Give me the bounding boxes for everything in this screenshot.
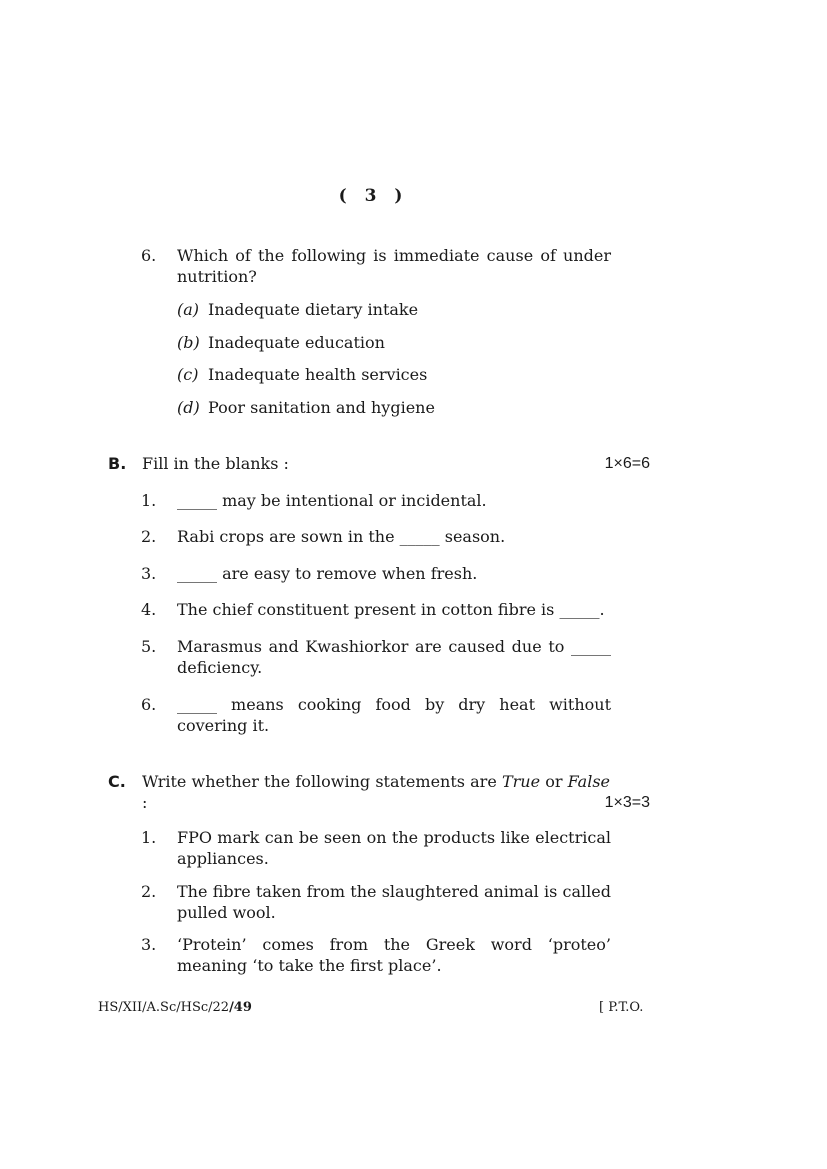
item-number: 4.: [141, 600, 157, 619]
page-number: ( 3 ): [338, 186, 409, 206]
item-number: 1.: [141, 828, 157, 847]
section-heading: [142, 771, 610, 813]
item-number: 3.: [141, 564, 157, 583]
option-text: Inadequate dietary intake: [208, 300, 419, 319]
true-false-item: [141, 827, 611, 869]
item-text: _____ means cooking food by dry heat without covering it.: [177, 695, 611, 735]
option-text: Inadequate health services: [208, 365, 428, 384]
option-d: [177, 397, 617, 418]
fill-blank-item: [141, 563, 611, 584]
item-number: 2.: [141, 882, 157, 901]
true-false-item: [141, 881, 611, 923]
true-false-item: [141, 934, 611, 976]
item-text: FPO mark can be seen on the products like electrical appliances.: [177, 828, 611, 868]
item-number: 5.: [141, 637, 157, 656]
item-text: Marasmus and Kwashiorkor are caused due to _____ deficiency.: [177, 637, 611, 677]
footer-pto: [ P.T.O.: [599, 1000, 644, 1015]
footer-code: [98, 1000, 252, 1015]
item-number: 1.: [141, 491, 157, 510]
item-text: _____ may be intentional or incidental.: [177, 491, 487, 510]
heading-false: False: [567, 772, 610, 791]
item-text: _____ are easy to remove when fresh.: [177, 564, 478, 583]
section-letter: B.: [108, 454, 127, 473]
item-text: The fibre taken from the slaughtered animal is called pulled wool.: [177, 882, 611, 922]
item-number: 6.: [141, 695, 157, 714]
fill-blank-item: [141, 636, 611, 678]
fill-blank-item: [141, 490, 611, 511]
option-text: Inadequate education: [208, 333, 385, 352]
fill-blank-item: [141, 599, 611, 620]
item-text: The chief constituent present in cotton fibre is _____.: [177, 600, 605, 619]
option-label: (d): [177, 398, 200, 417]
question-text: Which of the following is immediate cause of under nutrition?: [177, 246, 611, 286]
item-text: Rabi crops are sown in the _____ season.: [177, 527, 506, 546]
section-heading: Fill in the blanks :: [142, 454, 289, 473]
option-b: [177, 332, 617, 353]
question-number: 6.: [141, 246, 157, 265]
section-marks: 1×3=3: [604, 794, 650, 811]
heading-colon: :: [142, 793, 148, 812]
heading-true: True: [501, 772, 541, 791]
option-c: [177, 364, 617, 385]
section-c-header: [108, 771, 650, 813]
footer-code-text: HS/XII/A.Sc/HSc/22: [98, 1000, 230, 1015]
option-a: [177, 299, 617, 320]
option-label: (c): [177, 365, 199, 384]
section-letter: C.: [108, 772, 126, 791]
option-label: (a): [177, 300, 200, 319]
fill-blank-item: [141, 526, 611, 547]
fill-blank-item: [141, 694, 611, 736]
heading-or: or: [540, 772, 568, 791]
section-b-header: [108, 453, 650, 474]
mcq-question: [141, 245, 611, 287]
option-text: Poor sanitation and hygiene: [208, 398, 435, 417]
option-label: (b): [177, 333, 200, 352]
item-text: ‘Protein’ comes from the Greek word ‘proteo’ meaning ‘to take the first place’.: [177, 935, 611, 975]
item-number: 3.: [141, 935, 157, 954]
section-marks: 1×6=6: [604, 455, 650, 472]
footer-code-suffix: /49: [229, 1000, 252, 1015]
item-number: 2.: [141, 527, 157, 546]
heading-text: Write whether the following statements are: [142, 772, 502, 791]
